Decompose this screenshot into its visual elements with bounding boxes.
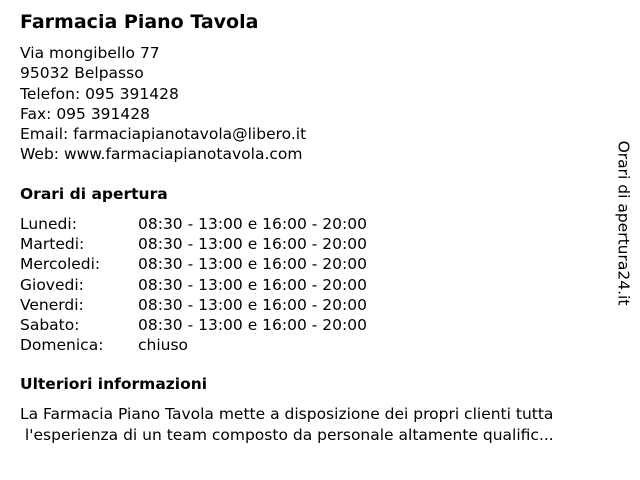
hours-row-monday [20, 214, 367, 234]
contact-fax: Fax: 095 391428 [20, 104, 150, 123]
contact-street: Via mongibello 77 [20, 44, 160, 62]
contact-web: Web: www.farmaciapianotavola.com [20, 145, 303, 164]
hours-time-value: chiuso [138, 336, 189, 355]
more-info-line: l'esperienza di un team composto da personale altamente qualific... [20, 426, 554, 444]
hours-row-tuesday [20, 234, 367, 254]
hours-time-value: 08:30 - 13:00 e 16:00 - 20:00 [138, 235, 367, 254]
hours-day-label: Martedi: [20, 235, 85, 254]
hours-row-saturday [20, 315, 367, 335]
hours-day-label: Sabato: [20, 316, 80, 335]
opening-hours-heading: Orari di apertura [20, 185, 168, 203]
hours-row-wednesday [20, 254, 367, 274]
hours-time-value: 08:30 - 13:00 e 16:00 - 20:00 [138, 275, 367, 294]
contact-block [20, 43, 306, 165]
hours-time-value: 08:30 - 13:00 e 16:00 - 20:00 [138, 316, 367, 335]
side-brand-text: Orari di apertura24.it [614, 140, 632, 305]
opening-hours-table [20, 214, 367, 355]
more-info-heading: Ulteriori informazioni [20, 375, 208, 393]
hours-day-label: Venerdi: [20, 295, 84, 314]
hours-day-label: Lunedi: [20, 215, 77, 233]
pharmacy-title: Farmacia Piano Tavola [20, 11, 259, 33]
hours-day-label: Giovedi: [20, 275, 84, 294]
hours-row-thursday [20, 275, 367, 295]
contact-email: Email: farmaciapianotavola@libero.it [20, 125, 307, 144]
hours-time-value: 08:30 - 13:00 e 16:00 - 20:00 [138, 215, 367, 233]
side-brand-watermark [611, 135, 635, 310]
more-info-line: La Farmacia Piano Tavola mette a disposizione dei propri clienti tutta [20, 405, 554, 423]
hours-time-value: 08:30 - 13:00 e 16:00 - 20:00 [138, 295, 367, 314]
hours-row-friday [20, 295, 367, 315]
hours-day-label: Mercoledi: [20, 255, 101, 274]
contact-city: 95032 Belpasso [20, 64, 144, 83]
hours-time-value: 08:30 - 13:00 e 16:00 - 20:00 [138, 255, 367, 274]
contact-phone: Telefon: 095 391428 [20, 84, 179, 103]
hours-row-sunday [20, 335, 367, 355]
more-info-text [20, 404, 554, 446]
hours-day-label: Domenica: [20, 336, 104, 355]
